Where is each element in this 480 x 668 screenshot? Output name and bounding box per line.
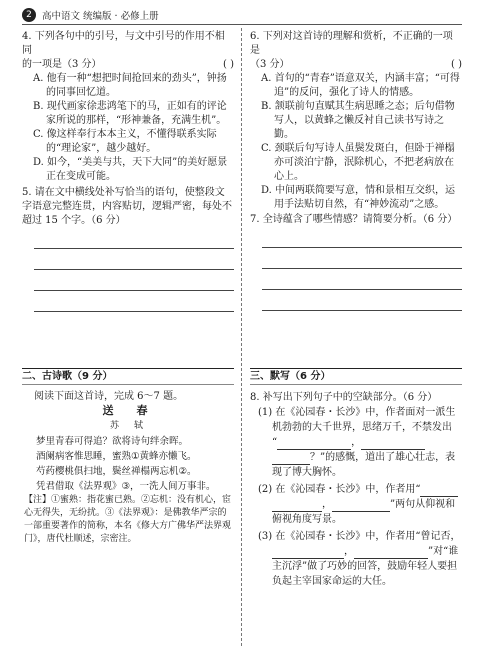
header-rule (22, 24, 462, 25)
answer-bracket[interactable]: ( ) (223, 59, 234, 70)
section-3-header (250, 368, 462, 385)
q6-option-b: B. 颔联前句直赋其生病思睡之态；后句借物写人，以黄蜂之懒反衬自己读书写诗之勤。 (261, 101, 455, 140)
q6-option-d: D. 中间两联简要写意，情和景相互交织，运用手法贴切自然，有“神妙流动”之感。 (261, 185, 456, 210)
fill-blank[interactable] (272, 500, 322, 512)
answer-line[interactable] (262, 290, 462, 311)
answer-line[interactable] (262, 248, 462, 269)
fill-blank[interactable] (354, 547, 428, 559)
q4-option-c: C. 像这样奉行本本主义，不懂得联系实际的“理论家”，越少越好。 (33, 129, 217, 154)
answer-bracket[interactable]: ( ) (451, 59, 462, 70)
q4-option-a: A. 他有一种“想把时间抢回来的劲头”，钟扬的同事回忆道。 (33, 73, 227, 98)
fill-blank[interactable] (277, 438, 351, 450)
q5-text: 5. 请在文中横线处补写恰当的语句，使整段文字语意完整连贯，内容贴切，逻辑严密，每处不超过 15 个字。（6 分） (22, 187, 232, 226)
page-header (22, 6, 462, 24)
section-2-title: 二、古诗歌（9 分） (22, 371, 113, 382)
q4-stem-2: 的一项是（3 分） ( ) (22, 59, 234, 70)
answer-line[interactable] (34, 249, 234, 270)
poem-line: 芍药樱桃俱扫地，鬓丝禅榻两忘机②。 (36, 466, 197, 477)
q8-text: 8. 补写出下列句子中的空缺部分。（6 分） (250, 392, 438, 403)
answer-line[interactable] (34, 291, 234, 312)
q8-item-3: (3) 在《沁园春・长沙》中，作者用“曾记否， ， ”对“谁主沉浮”做了巧妙的回答，鼓励年轻人要担负起主宰国家命运的大任。 (258, 531, 461, 587)
poem-line: 凭君借取《法界观》③，一洗人间万事非。 (36, 481, 216, 492)
poem-section (22, 390, 234, 546)
fill-blank[interactable] (272, 547, 344, 559)
dictation-section (250, 390, 462, 589)
q6-stem: 6. 下列对这首诗的理解和赏析，不正确的一项是 (250, 31, 453, 56)
q6-option-c: C. 颈联后句写诗人虽鬓发斑白，但卧于禅榻亦可淡泊宁静，泯除机心，不把老病放在心上。 (261, 143, 455, 182)
poem-line: 梦里青春可得追？欲将诗句绊余晖。 (36, 436, 189, 447)
fill-blank[interactable] (361, 438, 425, 450)
fill-blank[interactable] (272, 453, 310, 465)
poem-title: 送 春 (102, 404, 154, 417)
answer-line[interactable] (262, 227, 462, 248)
left-column (22, 30, 234, 312)
column-divider (241, 28, 242, 646)
q6-option-a: A. 首句的“青春”语意双关，内涵丰富；“可得追”的反问，强化了诗人的情感。 (261, 73, 460, 98)
section-3-title: 三、默写（6 分） (250, 371, 331, 382)
poem-note: 【注】①蜜熟：指花蜜已熟。②忘机：没有机心，宦心无得失，无纷扰。③《法界观》：是佛教华严宗的一部重要著作的简称，本名《修大方广佛华严法界观门》，唐代杜顺述，宗密注。 (24, 495, 232, 544)
q4-option-d: D. 如今，“美美与共，天下大同”的美好愿景正在变成可能。 (33, 157, 228, 182)
book-title: 高中语文 统编版 · 必修上册 (42, 11, 159, 22)
right-column (250, 30, 462, 311)
q4-option-b: B. 现代画家徐悲鸿笔下的马，正如有的评论家所说的那样，“形神兼备，充满生机”。 (33, 101, 227, 126)
question-6 (250, 30, 462, 212)
question-7 (250, 213, 462, 311)
q8-item-1: (1) 在《沁园春・长沙》中，作者面对一派生机勃勃的大千世界，思绪万千，不禁发出 “ ， ？”的感慨，道出了雄心壮志，表现了博大胸怀。 (258, 407, 456, 478)
q7-text: 7. 全诗蕴含了哪些情感？请简要分析。（6 分） (250, 214, 458, 225)
q6-stem-2: （3 分） ( ) (250, 59, 462, 70)
answer-line[interactable] (34, 228, 234, 249)
question-4 (22, 30, 234, 184)
fill-blank[interactable] (332, 500, 390, 512)
section-2-intro: 阅读下面这首诗，完成 6～7 题。 (34, 391, 184, 402)
fill-blank[interactable] (420, 485, 458, 497)
question-5 (22, 186, 234, 312)
poem-author: 苏 轼 (109, 421, 146, 431)
q4-stem: 4. 下列各句中的引号，与文中引号的作用不相同 (22, 31, 225, 56)
q8-item-2: (2) 在《沁园春・长沙》中，作者用“ ， ”两句从仰视和俯视角度写景。 (250, 482, 462, 527)
poem-line: 酒阑病客惟思睡，蜜熟①黄蜂亦懒飞。 (36, 451, 197, 462)
page-number: 2 (22, 8, 36, 22)
section-2-header (22, 368, 234, 385)
answer-line[interactable] (34, 270, 234, 291)
answer-line[interactable] (262, 269, 462, 290)
